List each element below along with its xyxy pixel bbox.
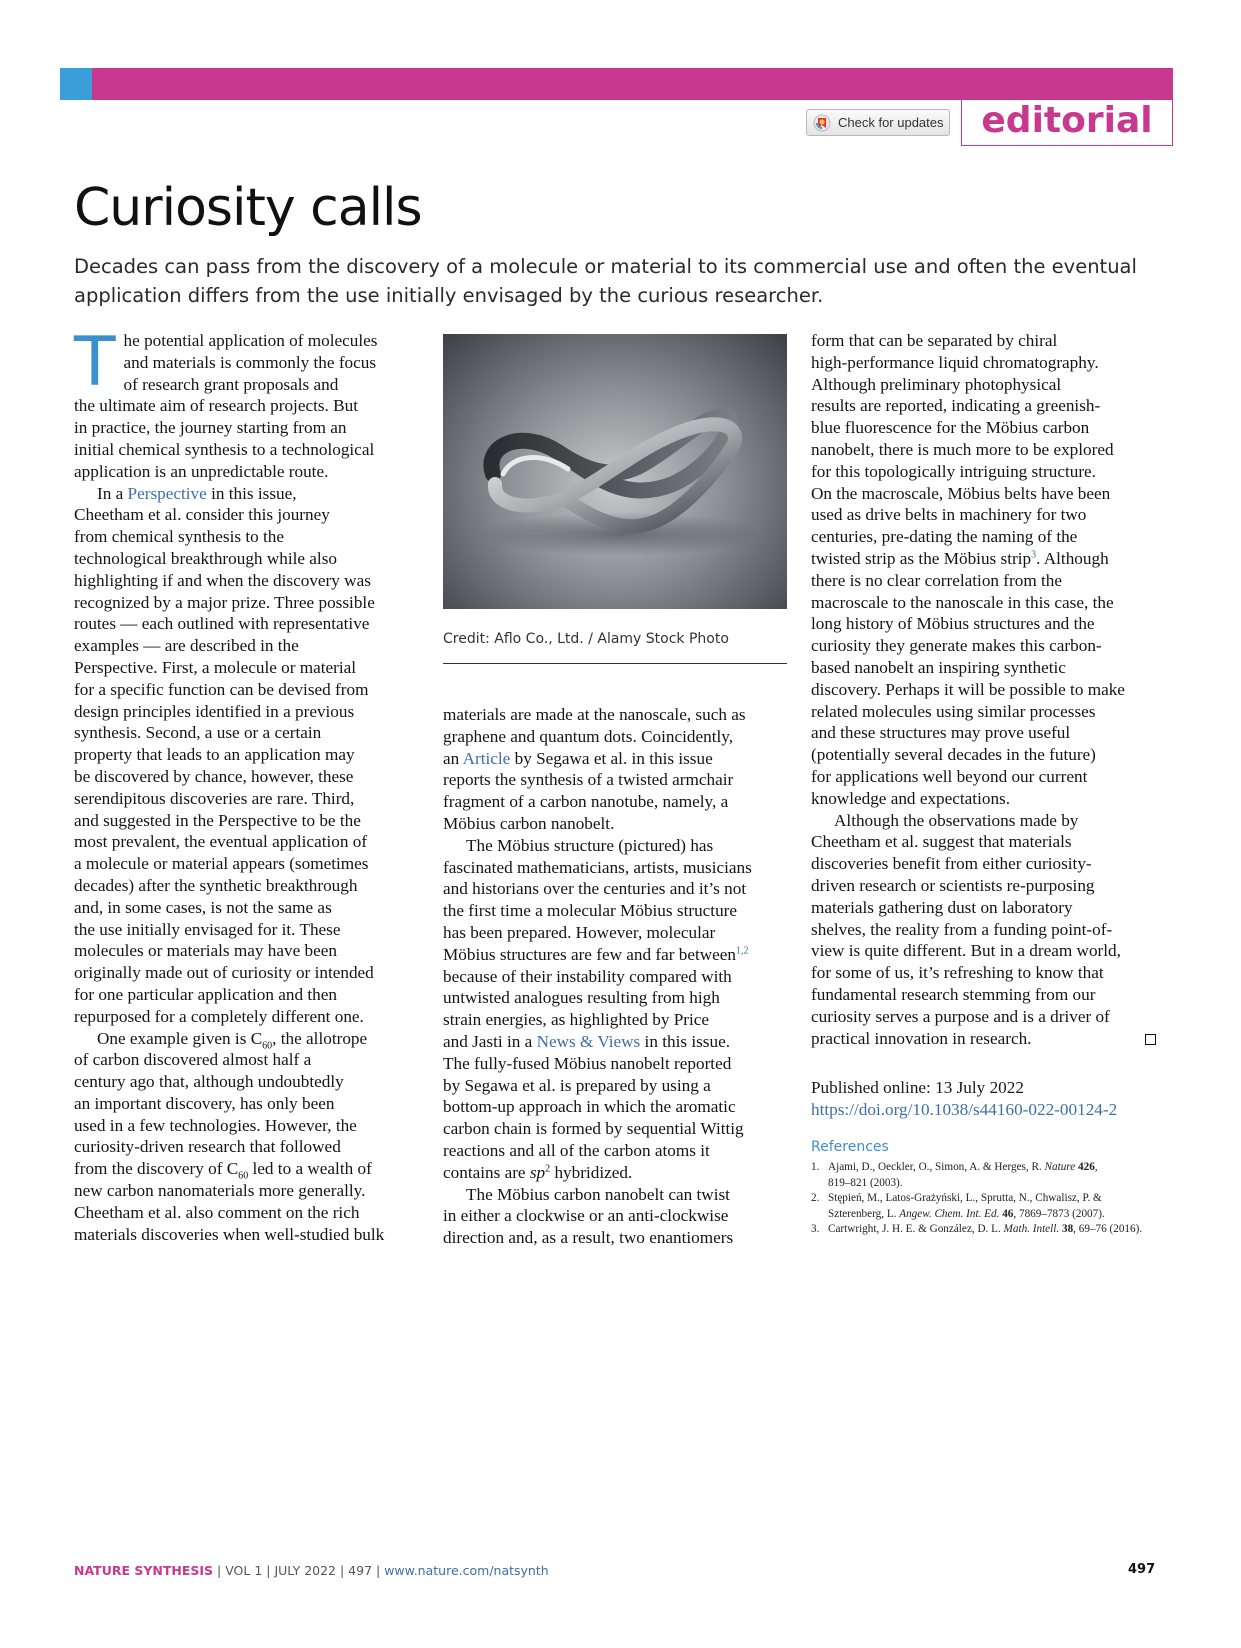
body-column-1 bbox=[74, 323, 419, 1245]
text-line: highlighting if and when the discovery was bbox=[74, 570, 371, 590]
mobius-strip-illustration bbox=[443, 334, 787, 609]
text-line: and materials is commonly the focus bbox=[123, 352, 377, 372]
published-date: Published online: 13 July 2022 bbox=[811, 1078, 1024, 1097]
text-line: blue fluorescence for the Möbius carbon bbox=[811, 418, 1090, 438]
text-line: century ago that, although undoubtedly bbox=[74, 1072, 344, 1092]
text-line: long history of Möbius structures and the bbox=[811, 614, 1095, 634]
text-line bbox=[74, 483, 419, 505]
text-line: untwisted analogues resulting from high bbox=[443, 988, 720, 1008]
caption-divider bbox=[443, 663, 787, 664]
text-run: Cartwright, J. H. E. & González, D. L. bbox=[828, 1223, 1004, 1236]
text-line: originally made out of curiosity or intended bbox=[74, 963, 374, 983]
text-line: new carbon nanomaterials more generally. bbox=[74, 1181, 366, 1201]
text-line: be discovered by chance, however, these bbox=[74, 766, 354, 786]
text-run: , the allotrope bbox=[272, 1028, 368, 1048]
text-line: molecules or materials may have been bbox=[74, 941, 337, 961]
text-run: by Segawa et al. in this issue bbox=[510, 748, 713, 768]
text-run: , bbox=[1094, 1161, 1098, 1173]
text-line: The Möbius structure (pictured) has bbox=[466, 835, 714, 855]
figure-caption: Credit: Aflo Co., Ltd. / Alamy Stock Photo bbox=[443, 631, 729, 647]
paragraph bbox=[74, 483, 419, 1028]
paragraph bbox=[74, 1028, 419, 1246]
reference-number: 1. bbox=[811, 1161, 820, 1173]
text-line: driven research or scientists re-purposing bbox=[811, 875, 1095, 895]
italic-term: sp bbox=[529, 1162, 546, 1182]
text-line: On the macroscale, Möbius belts have been bbox=[811, 483, 1111, 503]
text-run: in this issue. bbox=[640, 1031, 731, 1051]
text-line: centuries, pre-dating the naming of the bbox=[811, 527, 1078, 547]
text-line: fragment of a carbon nanotube, namely, a bbox=[443, 792, 729, 812]
journal-url-link[interactable]: www.nature.com/natsynth bbox=[384, 1563, 549, 1578]
volume: 46 bbox=[1002, 1207, 1014, 1220]
text-line: has been prepared. However, molecular bbox=[443, 922, 716, 942]
text-run: hybridized. bbox=[550, 1162, 633, 1182]
text-line: Cheetham et al. consider this journey bbox=[74, 505, 330, 525]
text-line: for one particular application and then bbox=[74, 984, 337, 1004]
news-and-views-link[interactable]: News & Views bbox=[536, 1031, 641, 1051]
text-line: view is quite different. But in a dream world, bbox=[811, 941, 1121, 961]
article-link[interactable]: Article bbox=[462, 748, 511, 768]
text-line: reports the synthesis of a twisted armchair bbox=[443, 770, 734, 790]
page-number: 497 bbox=[1128, 1562, 1156, 1577]
text-line: curiosity they generate makes this carbon- bbox=[811, 636, 1102, 656]
text-line: and, in some cases, is not the same as bbox=[74, 897, 332, 917]
text-run: an bbox=[443, 748, 463, 768]
text-line: Cheetham et al. suggest that materials bbox=[811, 832, 1072, 852]
text-line: Möbius carbon nanobelt. bbox=[443, 813, 615, 833]
journal-name: Angew. Chem. Int. Ed. bbox=[899, 1207, 1000, 1220]
text-run: and Jasti in a bbox=[443, 1031, 537, 1051]
standfirst-line: application differs from the use initially envisaged by the curious researcher. bbox=[74, 284, 824, 307]
text-line: direction and, as a result, two enantiomers bbox=[443, 1228, 734, 1248]
volume: 426 bbox=[1078, 1161, 1095, 1173]
text-line bbox=[443, 1031, 788, 1053]
text-line: a molecule or material appears (sometimes bbox=[74, 854, 369, 874]
page-footer bbox=[74, 1563, 549, 1578]
text-line: from chemical synthesis to the bbox=[74, 527, 285, 547]
text-line: by Segawa et al. is prepared by using a bbox=[443, 1075, 711, 1095]
text-line: repurposed for a completely different one. bbox=[74, 1006, 364, 1026]
reference-line bbox=[828, 1222, 1171, 1238]
text-line: recognized by a major prize. Three possible bbox=[74, 592, 375, 612]
publication-info bbox=[811, 1077, 1117, 1121]
text-line: used as drive belts in machinery for two bbox=[811, 505, 1087, 525]
text-run: Ajami, D., Oeckler, O., Simon, A. & Herges, R. bbox=[828, 1161, 1045, 1173]
text-line: shelves, the reality from a funding point-of- bbox=[811, 919, 1113, 939]
text-line: The Möbius carbon nanobelt can twist bbox=[466, 1184, 730, 1204]
text-line: nanobelt, there is much more to be explored bbox=[811, 439, 1114, 459]
reference-item bbox=[811, 1160, 1171, 1191]
text-line: curiosity serves a purpose and is a driver of bbox=[811, 1006, 1110, 1026]
text-line: related molecules using similar processes bbox=[811, 701, 1096, 721]
issue-info: | VOL 1 | JULY 2022 | 497 | bbox=[213, 1563, 385, 1578]
text-line: high-performance liquid chromatography. bbox=[811, 352, 1099, 372]
subscript: 60 bbox=[262, 1039, 273, 1051]
text-line: property that leads to an application may bbox=[74, 745, 355, 765]
text-line bbox=[443, 944, 788, 966]
text-line: there is no clear correlation from the bbox=[811, 570, 1063, 590]
text-run: , 7869–7873 (2007). bbox=[1013, 1207, 1105, 1220]
text-run: led to a wealth of bbox=[248, 1159, 372, 1179]
body-column-3 bbox=[811, 330, 1156, 1049]
text-line: the ultimate aim of research projects. But bbox=[74, 396, 358, 416]
text-line: application is an unpredictable route. bbox=[74, 461, 329, 481]
text-line: design principles identified in a previous bbox=[74, 701, 355, 721]
text-line: the use initially envisaged for it. These bbox=[74, 919, 341, 939]
standfirst-line: Decades can pass from the discovery of a molecule or material to its commercial use and often the eventual bbox=[74, 255, 1137, 278]
references-list bbox=[811, 1160, 1171, 1238]
body-column-2 bbox=[443, 704, 788, 1249]
text-line bbox=[74, 1158, 419, 1180]
text-line: in practice, the journey starting from an bbox=[74, 418, 347, 438]
text-line: examples — are described in the bbox=[74, 636, 299, 656]
references-heading: References bbox=[811, 1139, 889, 1155]
paragraph bbox=[443, 835, 788, 1184]
text-line bbox=[443, 748, 788, 770]
text-line: materials gathering dust on laboratory bbox=[811, 897, 1073, 917]
journal-name: Nature bbox=[1044, 1161, 1076, 1173]
text-line: macroscale to the nanoscale in this case, the bbox=[811, 592, 1114, 612]
text-line: strain energies, as highlighted by Price bbox=[443, 1010, 710, 1030]
text-line: materials discoveries when well-studied bulk bbox=[74, 1224, 385, 1244]
text-line: form that can be separated by chiral bbox=[811, 331, 1058, 350]
text-line: most prevalent, the eventual application of bbox=[74, 832, 368, 852]
section-label-box bbox=[961, 100, 1173, 146]
end-of-article-icon bbox=[1145, 1034, 1156, 1045]
text-line: synthesis. Second, a use or a certain bbox=[74, 723, 322, 743]
crossmark-icon bbox=[813, 114, 831, 132]
text-line: The fully-fused Möbius nanobelt reported bbox=[443, 1053, 732, 1073]
article-title: Curiosity calls bbox=[74, 178, 422, 238]
doi-link[interactable]: https://doi.org/10.1038/s44160-022-00124-2 bbox=[811, 1099, 1118, 1119]
text-line bbox=[443, 1162, 788, 1184]
subscript: 60 bbox=[238, 1170, 249, 1182]
header-color-bar bbox=[60, 68, 1173, 100]
journal-name: Math. Intell. bbox=[1003, 1223, 1060, 1236]
text-line: technological breakthrough while also bbox=[74, 548, 337, 568]
text-line: for applications well beyond our current bbox=[811, 766, 1088, 786]
text-run: , 69–76 (2016). bbox=[1073, 1223, 1143, 1236]
text-line: Although the observations made by bbox=[834, 810, 1079, 830]
paragraph bbox=[811, 810, 1156, 1050]
text-line: and these structures may prove useful bbox=[811, 723, 1071, 743]
text-line: discovery. Perhaps it will be possible to make bbox=[811, 679, 1125, 699]
reference-line: Stępień, M., Latos-Grażyński, L., Sprutta, N., Chwalisz, P. & bbox=[828, 1192, 1102, 1205]
text-line: for a specific function can be devised from bbox=[74, 679, 369, 699]
text-line: decades) after the synthetic breakthrough bbox=[74, 875, 358, 895]
text-line: used in a few technologies. However, the bbox=[74, 1115, 357, 1135]
text-line: reactions and all of the carbon atoms it bbox=[443, 1140, 710, 1160]
text-line bbox=[811, 548, 1156, 570]
reference-line bbox=[828, 1207, 1171, 1223]
text-line: knowledge and expectations. bbox=[811, 788, 1011, 808]
text-line: of research grant proposals and bbox=[123, 374, 339, 394]
text-line bbox=[74, 1028, 419, 1050]
check-for-updates-button[interactable] bbox=[806, 109, 950, 136]
text-run: twisted strip as the Möbius strip bbox=[811, 548, 1032, 568]
reference-citation-link[interactable]: 3 bbox=[1031, 549, 1037, 561]
text-line: practical innovation in research. bbox=[811, 1028, 1032, 1048]
text-line: for this topologically intriguing structure. bbox=[811, 461, 1096, 481]
text-run: . Although bbox=[1036, 548, 1109, 568]
text-line: initial chemical synthesis to a technological bbox=[74, 439, 375, 459]
reference-item bbox=[811, 1222, 1171, 1238]
text-run: Szterenberg, L. bbox=[828, 1207, 900, 1220]
text-line: of carbon discovered almost half a bbox=[74, 1050, 312, 1070]
text-line: curiosity-driven research that followed bbox=[74, 1137, 341, 1157]
text-line: and suggested in the Perspective to be the bbox=[74, 810, 361, 830]
paragraph bbox=[74, 323, 419, 483]
text-line: (potentially several decades in the future) bbox=[811, 745, 1096, 765]
reference-number: 3. bbox=[811, 1223, 820, 1236]
text-run: in this issue, bbox=[206, 483, 297, 503]
text-line: Perspective. First, a molecule or material bbox=[74, 657, 357, 677]
text-run: from the discovery of C bbox=[74, 1159, 239, 1179]
drop-cap: T bbox=[74, 323, 116, 402]
text-line: results are reported, indicating a greenish- bbox=[811, 396, 1101, 416]
check-for-updates-label: Check for updates bbox=[838, 115, 944, 130]
text-run: contains are bbox=[443, 1162, 530, 1182]
text-line: discoveries benefit from either curiosity- bbox=[811, 854, 1092, 874]
text-line: an important discovery, has only been bbox=[74, 1093, 335, 1113]
journal-name-footer: NATURE SYNTHESIS bbox=[74, 1563, 214, 1578]
paragraph bbox=[811, 330, 1156, 810]
text-line: he potential application of molecules bbox=[123, 331, 378, 350]
reference-line: 819–821 (2003). bbox=[828, 1176, 903, 1189]
section-label: editorial bbox=[981, 100, 1153, 141]
paragraph bbox=[443, 704, 788, 835]
text-line: graphene and quantum dots. Coincidently, bbox=[443, 726, 734, 746]
text-line: routes — each outlined with representative bbox=[74, 614, 370, 634]
text-line: Although preliminary photophysical bbox=[811, 374, 1062, 394]
text-line: fascinated mathematicians, artists, musicians bbox=[443, 857, 752, 877]
volume: 38 bbox=[1061, 1223, 1074, 1236]
text-line: Cheetham et al. also comment on the rich bbox=[74, 1202, 360, 1222]
header-bar-tab bbox=[60, 68, 92, 100]
reference-line bbox=[828, 1160, 1171, 1176]
text-line: fundamental research stemming from our bbox=[811, 984, 1096, 1004]
superscript: 2 bbox=[545, 1163, 551, 1174]
reference-citation-link[interactable]: 1,2 bbox=[736, 945, 749, 957]
text-line: the first time a molecular Möbius structure bbox=[443, 901, 738, 921]
text-run: One example given is C bbox=[97, 1028, 263, 1048]
text-line: bottom-up approach in which the aromatic bbox=[443, 1097, 736, 1117]
reference-number: 2. bbox=[811, 1192, 820, 1205]
text-run: Möbius structures are few and far between bbox=[443, 944, 737, 964]
reference-item bbox=[811, 1191, 1171, 1222]
text-line: in either a clockwise or an anti-clockwise bbox=[443, 1206, 729, 1226]
standfirst bbox=[74, 252, 1174, 310]
mobius-strip-photo bbox=[443, 334, 787, 609]
text-line: and historians over the centuries and it’s not bbox=[443, 879, 747, 899]
text-line: carbon chain is formed by sequential Wittig bbox=[443, 1119, 744, 1139]
perspective-link[interactable]: Perspective bbox=[127, 483, 207, 503]
text-line: for some of us, it’s refreshing to know that bbox=[811, 963, 1104, 983]
text-line: serendipitous discoveries are rare. Third, bbox=[74, 788, 355, 808]
text-line: because of their instability compared with bbox=[443, 966, 732, 986]
text-line: based nanobelt an inspiring synthetic bbox=[811, 657, 1066, 677]
paragraph bbox=[443, 1184, 788, 1249]
text-line: materials are made at the nanoscale, such as bbox=[443, 705, 746, 724]
text-run: In a bbox=[97, 483, 128, 503]
